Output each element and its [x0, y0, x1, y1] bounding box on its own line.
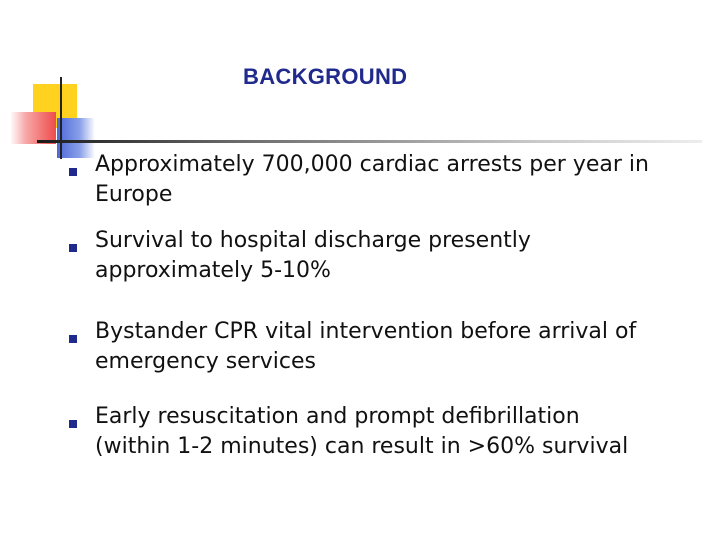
- bullet-text: Early resuscitation and prompt defibrillation (within 1-2 minutes) can result in >60% survival: [95, 404, 629, 459]
- square-bullet-icon: [69, 244, 77, 252]
- bullet-text: Bystander CPR vital intervention before arrival of emergency services: [95, 319, 637, 374]
- vertical-accent-line: [60, 77, 62, 159]
- title-underline-rule: [37, 140, 702, 143]
- blue-accent-square: [57, 118, 95, 158]
- bullet-text: Approximately 700,000 cardiac arrests per year in Europe: [95, 152, 649, 207]
- square-bullet-icon: [69, 335, 77, 343]
- square-bullet-icon: [69, 168, 77, 176]
- square-bullet-icon: [69, 420, 77, 428]
- bullet-text: Survival to hospital discharge presently approximately 5-10%: [95, 228, 531, 283]
- slide-title: BACKGROUND: [243, 64, 408, 89]
